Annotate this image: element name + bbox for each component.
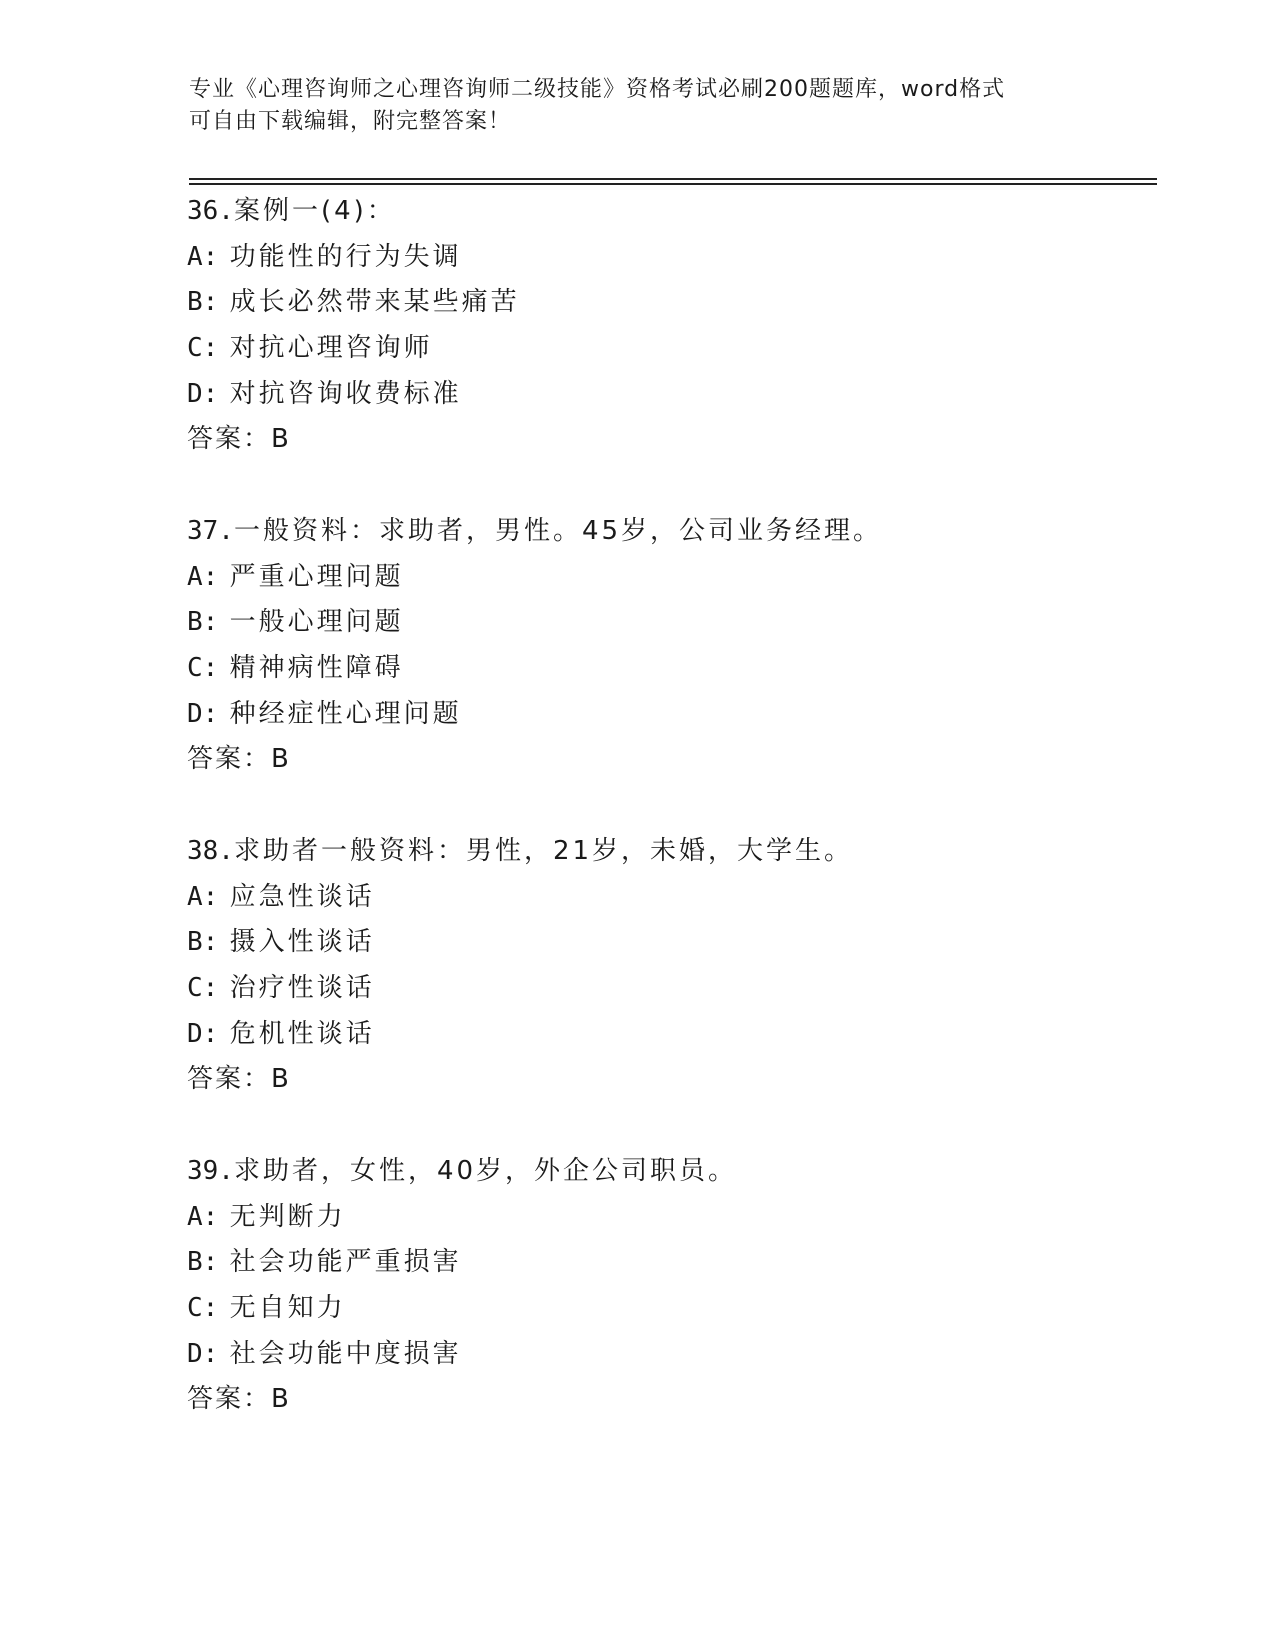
option-key: A: <box>187 881 219 912</box>
option-text: 对抗咨询收费标准 <box>229 378 462 409</box>
option-c <box>187 326 1147 372</box>
header-line-2: 可自由下载编辑，附完整答案！ <box>189 109 512 134</box>
option-a <box>187 555 1147 601</box>
option-b <box>187 600 1147 646</box>
question-number: 36. <box>187 196 234 226</box>
option-c <box>187 646 1147 692</box>
option-d <box>187 372 1147 418</box>
option-key: C: <box>187 333 219 364</box>
question-37 <box>187 509 1147 783</box>
option-key: B: <box>187 927 219 958</box>
question-stem <box>187 189 1147 235</box>
option-text: 无判断力 <box>229 1201 346 1232</box>
header-divider-bottom <box>189 183 1157 185</box>
document-header <box>189 74 1089 138</box>
question-38 <box>187 829 1147 1103</box>
option-key: A: <box>187 561 219 592</box>
option-key: B: <box>187 607 219 638</box>
question-text: 案例一(4)： <box>233 196 396 226</box>
option-text: 种经症性心理问题 <box>229 698 462 729</box>
question-stem <box>187 829 1147 875</box>
option-text: 摄入性谈话 <box>229 927 375 958</box>
option-key: D: <box>187 378 219 409</box>
option-text: 社会功能严重损害 <box>229 1247 462 1278</box>
question-stem <box>187 1149 1147 1195</box>
option-text: 治疗性谈话 <box>229 973 375 1004</box>
option-d <box>187 1332 1147 1378</box>
option-b <box>187 280 1147 326</box>
option-text: 成长必然带来某些痛苦 <box>229 287 520 318</box>
option-key: A: <box>187 241 219 272</box>
option-text: 社会功能中度损害 <box>229 1338 462 1369</box>
option-text: 一般心理问题 <box>229 607 404 638</box>
answer-line: 答案：B <box>187 1384 291 1415</box>
header-line-1: 专业《心理咨询师之心理咨询师二级技能》资格考试必刷200题题库，word格式 <box>189 77 1006 102</box>
answer-line: 答案：B <box>187 744 291 775</box>
option-key: B: <box>187 1247 219 1278</box>
option-key: D: <box>187 698 219 729</box>
option-c <box>187 1286 1147 1332</box>
question-stem <box>187 509 1147 555</box>
option-d <box>187 692 1147 738</box>
question-number: 37. <box>187 516 234 546</box>
option-b <box>187 920 1147 966</box>
question-text: 一般资料：求助者，男性。45岁，公司业务经理。 <box>233 516 883 546</box>
option-c <box>187 966 1147 1012</box>
question-39 <box>187 1149 1147 1423</box>
option-text: 功能性的行为失调 <box>229 241 462 272</box>
option-text: 对抗心理咨询师 <box>229 333 433 364</box>
option-key: D: <box>187 1018 219 1049</box>
question-text: 求助者，女性，40岁，外企公司职员。 <box>233 1156 738 1186</box>
option-text: 危机性谈话 <box>229 1018 375 1049</box>
option-d <box>187 1012 1147 1058</box>
answer-line: 答案：B <box>187 424 291 455</box>
option-key: A: <box>187 1201 219 1232</box>
question-number: 38. <box>187 836 234 866</box>
option-key: C: <box>187 1293 219 1324</box>
option-a <box>187 875 1147 921</box>
option-text: 无自知力 <box>229 1293 346 1324</box>
option-key: C: <box>187 653 219 684</box>
header-divider-top <box>189 178 1157 180</box>
question-number: 39. <box>187 1156 234 1186</box>
option-text: 严重心理问题 <box>229 561 404 592</box>
question-36 <box>187 189 1147 463</box>
answer-line: 答案：B <box>187 1064 291 1095</box>
option-text: 精神病性障碍 <box>229 653 404 684</box>
question-text: 求助者一般资料：男性，21岁，未婚，大学生。 <box>233 836 854 866</box>
option-a <box>187 235 1147 281</box>
option-b <box>187 1240 1147 1286</box>
option-a <box>187 1195 1147 1241</box>
option-key: D: <box>187 1338 219 1369</box>
option-text: 应急性谈话 <box>229 881 375 912</box>
option-key: B: <box>187 287 219 318</box>
option-key: C: <box>187 973 219 1004</box>
